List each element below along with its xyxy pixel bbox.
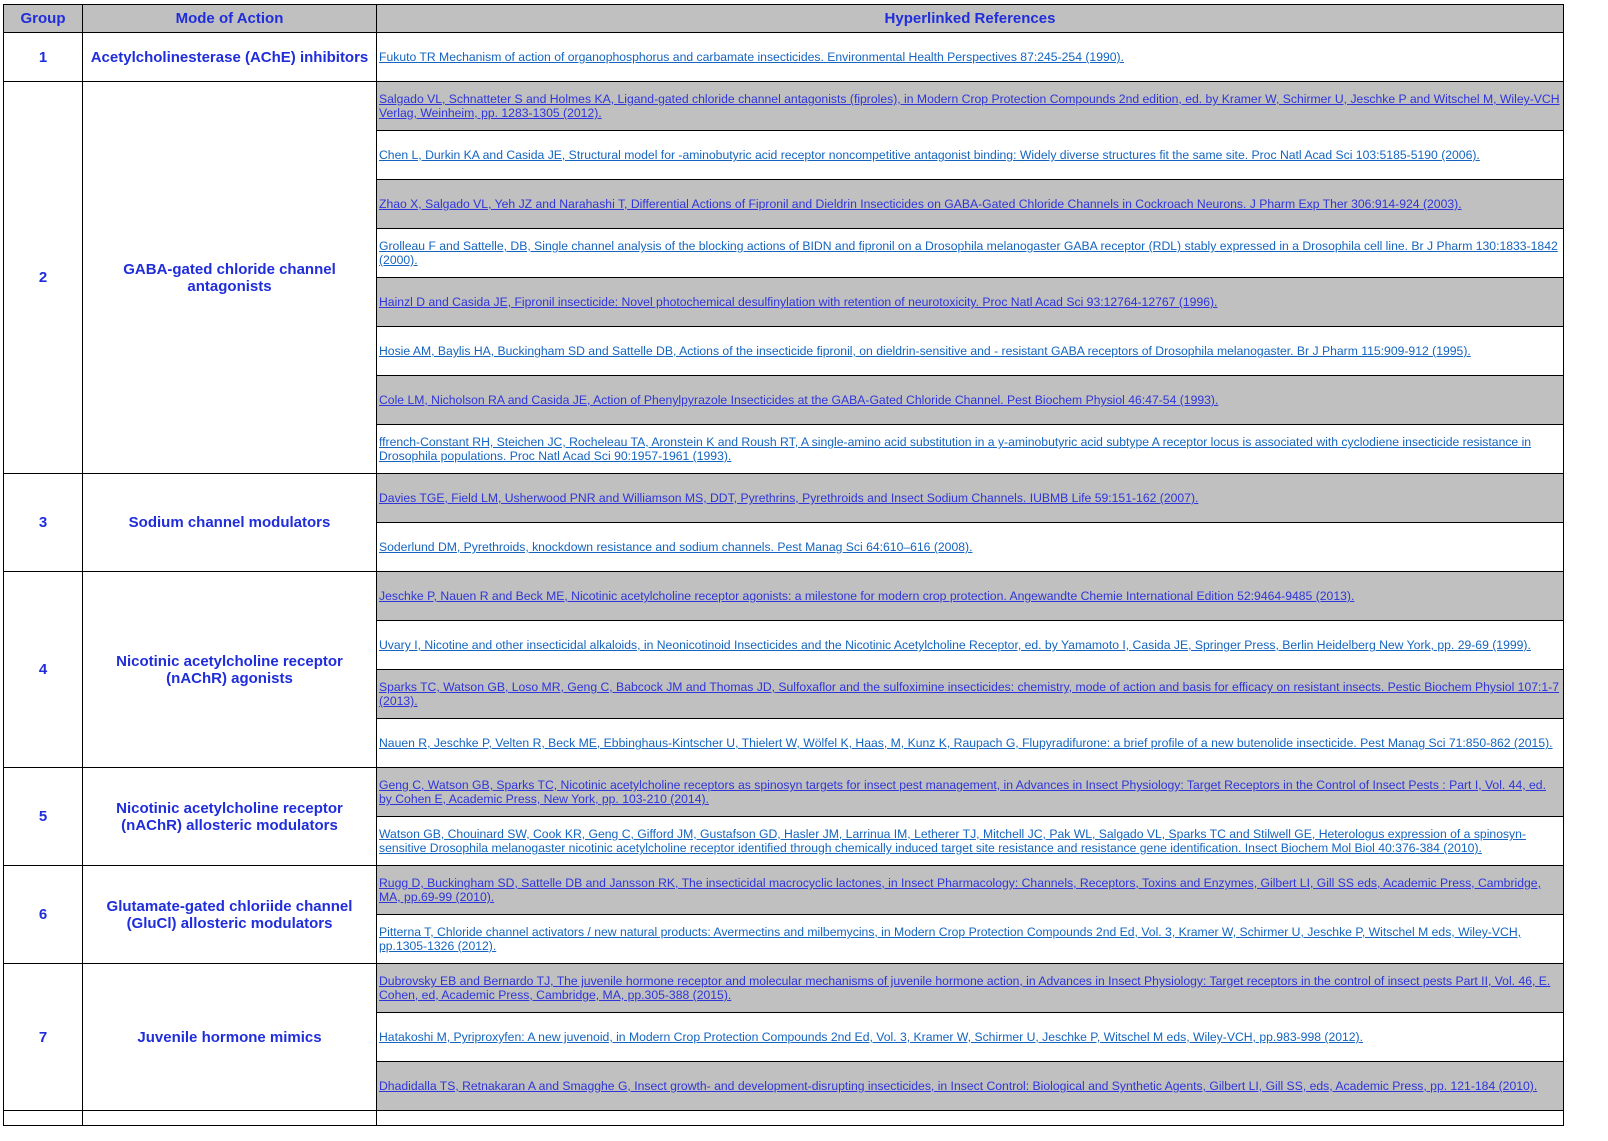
reference-link[interactable]: Pitterna T, Chloride channel activators / new natural products: Avermectins and milbemycins, in Modern Crop Protection Compounds 2nd Ed, Vol. 3, Kramer W, Schirmer U, Jeschke P, Witschel M eds, Wiley-VCH, pp.1305-1326 (2012). bbox=[379, 925, 1522, 953]
table-row bbox=[4, 572, 1564, 621]
reference-link[interactable]: Salgado VL, Schnatteter S and Holmes KA, Ligand-gated chloride channel antagonists (fiproles), in Modern Crop Protection Compounds 2nd edition, ed. by Kramer W, Schirmer U, Jeschke P and Witschel M, Wiley-VCH Verlag, Weinheim, pp. 1283-1305 (2012). bbox=[379, 92, 1560, 120]
reference-link[interactable]: Soderlund DM, Pyrethroids, knockdown resistance and sodium channels. Pest Manag Sci 64:610–616 (2008). bbox=[379, 540, 973, 554]
group-number: 1 bbox=[4, 33, 83, 82]
reference-cell bbox=[377, 621, 1564, 670]
reference-cell bbox=[377, 474, 1564, 523]
reference-link[interactable]: Chen L, Durkin KA and Casida JE, Structural model for -aminobutyric acid receptor noncompetitive antagonist binding: Widely diverse structures fit the same site. Proc Natl Acad Sci 103:5185-5190 (2006). bbox=[379, 148, 1480, 162]
reference-link[interactable]: Rugg D, Buckingham SD, Sattelle DB and Jansson RK, The insecticidal macrocyclic lactones, in Insect Pharmacology: Channels, Receptors, Toxins and Enzymes, Gilbert LI, Gill SS eds, Academic Press, Cambridge, MA, pp.69-99 (2010). bbox=[379, 876, 1541, 904]
reference-link[interactable]: Fukuto TR Mechanism of action of organophosphorus and carbamate insecticides. Environmental Health Perspectives 87:245-254 (1990). bbox=[379, 50, 1124, 64]
reference-cell bbox=[377, 915, 1564, 964]
mode-of-action: GABA-gated chloride channel antagonists bbox=[83, 82, 377, 474]
group-number: 4 bbox=[4, 572, 83, 768]
reference-cell-empty bbox=[377, 1111, 1564, 1126]
mode-of-action: Glutamate-gated chloriide channel (GluCl) allosteric modulators bbox=[83, 866, 377, 964]
reference-cell bbox=[377, 1062, 1564, 1111]
reference-link[interactable]: Watson GB, Chouinard SW, Cook KR, Geng C, Gifford JM, Gustafson GD, Hasler JM, Larrinua IM, Letherer TJ, Mitchell JC, Pak WL, Salgado VL, Sparks TC and Stilwell GE, Heterologus expression of a spinosyn-sensitive Drosophila melanogaster nicotinic acetylcholine receptor identified through chemically induced target site resistance and resistance gene identification. Insect Biochem Mol Biol 40:376-384 (2010). bbox=[379, 827, 1526, 855]
reference-link[interactable]: Jeschke P, Nauen R and Beck ME, Nicotinic acetylcholine receptor agonists: a milestone for modern crop protection. Angewandte Chemie International Edition 52:9464-9485 (2013). bbox=[379, 589, 1355, 603]
table-row bbox=[4, 33, 1564, 82]
group-column-header: Group bbox=[4, 5, 83, 33]
mode-of-action: Sodium channel modulators bbox=[83, 474, 377, 572]
reference-cell bbox=[377, 866, 1564, 915]
reference-cell bbox=[377, 229, 1564, 278]
table-row bbox=[4, 82, 1564, 131]
reference-link[interactable]: Hainzl D and Casida JE, Fipronil insecticide: Novel photochemical desulfinylation with retention of neurotoxicity. Proc Natl Acad Sci 93:12764-12767 (1996). bbox=[379, 295, 1218, 309]
reference-link[interactable]: Uvary I, Nicotine and other insecticidal alkaloids, in Neonicotinoid Insecticides and the Nicotinic Acetylcholine Receptor, ed. by Yamamoto I, Casida JE, Springer Press, Berlin Heidelberg New York, pp. 29-69 (1999). bbox=[379, 638, 1531, 652]
reference-cell bbox=[377, 523, 1564, 572]
reference-cell bbox=[377, 180, 1564, 229]
reference-link[interactable]: Cole LM, Nicholson RA and Casida JE, Action of Phenylpyrazole Insecticides at the GABA-Gated Chloride Channel. Pest Biochem Physiol 46:47-54 (1993). bbox=[379, 393, 1219, 407]
reference-cell bbox=[377, 278, 1564, 327]
reference-link[interactable]: Davies TGE, Field LM, Usherwood PNR and Williamson MS, DDT, Pyrethrins, Pyrethroids and Insect Sodium Channels. IUBMB Life 59:151-162 (2007). bbox=[379, 491, 1199, 505]
moa-table-body bbox=[4, 33, 1564, 1126]
reference-link[interactable]: Geng C, Watson GB, Sparks TC, Nicotinic acetylcholine receptors as spinosyn targets for insect pest management, in Advances in Insect Physiology: Target Receptors in the Control of Insect Pests : Part I, Vol. 44, ed. by Cohen E, Academic Press, New York, pp. 103-210 (2014). bbox=[379, 778, 1546, 806]
moa-reference-table bbox=[3, 4, 1564, 1126]
table-row bbox=[4, 964, 1564, 1013]
table-row bbox=[4, 768, 1564, 817]
reference-link[interactable]: Sparks TC, Watson GB, Loso MR, Geng C, Babcock JM and Thomas JD, Sulfoxaflor and the sulfoximine insecticides: chemistry, mode of action and basis for efficacy on resistant insects. Pestic Biochem Physiol 107:1-7 (2013). bbox=[379, 680, 1560, 708]
references-column-header: Hyperlinked References bbox=[377, 5, 1564, 33]
reference-cell bbox=[377, 327, 1564, 376]
table-row bbox=[4, 866, 1564, 915]
mode-of-action: Nicotinic acetylcholine receptor (nAChR) agonists bbox=[83, 572, 377, 768]
reference-cell bbox=[377, 82, 1564, 131]
mode-of-action: Juvenile hormone mimics bbox=[83, 964, 377, 1111]
reference-cell bbox=[377, 131, 1564, 180]
reference-link[interactable]: Zhao X, Salgado VL, Yeh JZ and Narahashi T, Differential Actions of Fipronil and Dieldrin Insecticides on GABA-Gated Chloride Channels in Cockroach Neurons. J Pharm Exp Ther 306:914-924 (2003). bbox=[379, 197, 1462, 211]
group-number: 5 bbox=[4, 768, 83, 866]
reference-cell bbox=[377, 1013, 1564, 1062]
table-row-partial bbox=[4, 1111, 1564, 1126]
group-number: 7 bbox=[4, 964, 83, 1111]
reference-link[interactable]: Hosie AM, Baylis HA, Buckingham SD and Sattelle DB, Actions of the insecticide fipronil, on dieldrin-sensitive and - resistant GABA receptors of Drosophila melanogaster. Br J Pharm 115:909-912 (1995). bbox=[379, 344, 1471, 358]
reference-cell bbox=[377, 768, 1564, 817]
reference-link[interactable]: Dhadidalla TS, Retnakaran A and Smagghe G, Insect growth- and development-disrupting insecticides, in Insect Control: Biological and Synthetic Agents, Gilbert LI, Gill SS, eds, Academic Press, pp. 121-184 (2010). bbox=[379, 1079, 1538, 1093]
reference-link[interactable]: ffrench-Constant RH, Steichen JC, Rocheleau TA, Aronstein K and Roush RT, A single-amino acid substitution in a y-aminobutyric acid subtype A receptor locus is associated with cyclodiene insecticide resistance in Drosophila populations. Proc Natl Acad Sci 90:1957-1961 (1993). bbox=[379, 435, 1532, 463]
group-number: 2 bbox=[4, 82, 83, 474]
group-cell-empty bbox=[4, 1111, 83, 1126]
moa-reference-sheet bbox=[3, 4, 1564, 1126]
reference-cell bbox=[377, 964, 1564, 1013]
mode-of-action: Acetylcholinesterase (AChE) inhibitors bbox=[83, 33, 377, 82]
mode-of-action: Nicotinic acetylcholine receptor (nAChR) allosteric modulators bbox=[83, 768, 377, 866]
reference-cell bbox=[377, 425, 1564, 474]
reference-link[interactable]: Hatakoshi M, Pyriproxyfen: A new juvenoid, in Modern Crop Protection Compounds 2nd Ed, Vol. 3, Kramer W, Schirmer U, Jeschke P, Witschel M eds, Wiley-VCH, pp.983-998 (2012). bbox=[379, 1030, 1364, 1044]
header-row bbox=[4, 5, 1564, 33]
mode-of-action-column-header: Mode of Action bbox=[83, 5, 377, 33]
reference-cell bbox=[377, 719, 1564, 768]
reference-link[interactable]: Dubrovsky EB and Bernardo TJ, The juvenile hormone receptor and molecular mechanisms of juvenile hormone action, in Advances in Insect Physiology: Target receptors in the control of insect pests Part II, Vol. 46, E. Cohen, ed, Academic Press, Cambridge, MA, pp.305-388 (2015). bbox=[379, 974, 1551, 1002]
reference-cell bbox=[377, 376, 1564, 425]
reference-link[interactable]: Nauen R, Jeschke P, Velten R, Beck ME, Ebbinghaus-Kintscher U, Thielert W, Wölfel K, Haas, M, Kunz K, Raupach G, Flupyradifurone: a brief profile of a new butenolide insecticide. Pest Manag Sci 71:850-862 (2015). bbox=[379, 736, 1553, 750]
reference-link[interactable]: Grolleau F and Sattelle, DB, Single channel analysis of the blocking actions of BIDN and fipronil on a Drosophila melanogaster GABA receptor (RDL) stably expressed in a Drosophila cell line. Br J Pharm 130:1833-1842 (2000). bbox=[379, 239, 1558, 267]
reference-cell bbox=[377, 817, 1564, 866]
table-row bbox=[4, 474, 1564, 523]
reference-cell bbox=[377, 572, 1564, 621]
reference-cell bbox=[377, 670, 1564, 719]
reference-cell bbox=[377, 33, 1564, 82]
group-number: 6 bbox=[4, 866, 83, 964]
mode-cell-empty bbox=[83, 1111, 377, 1126]
group-number: 3 bbox=[4, 474, 83, 572]
